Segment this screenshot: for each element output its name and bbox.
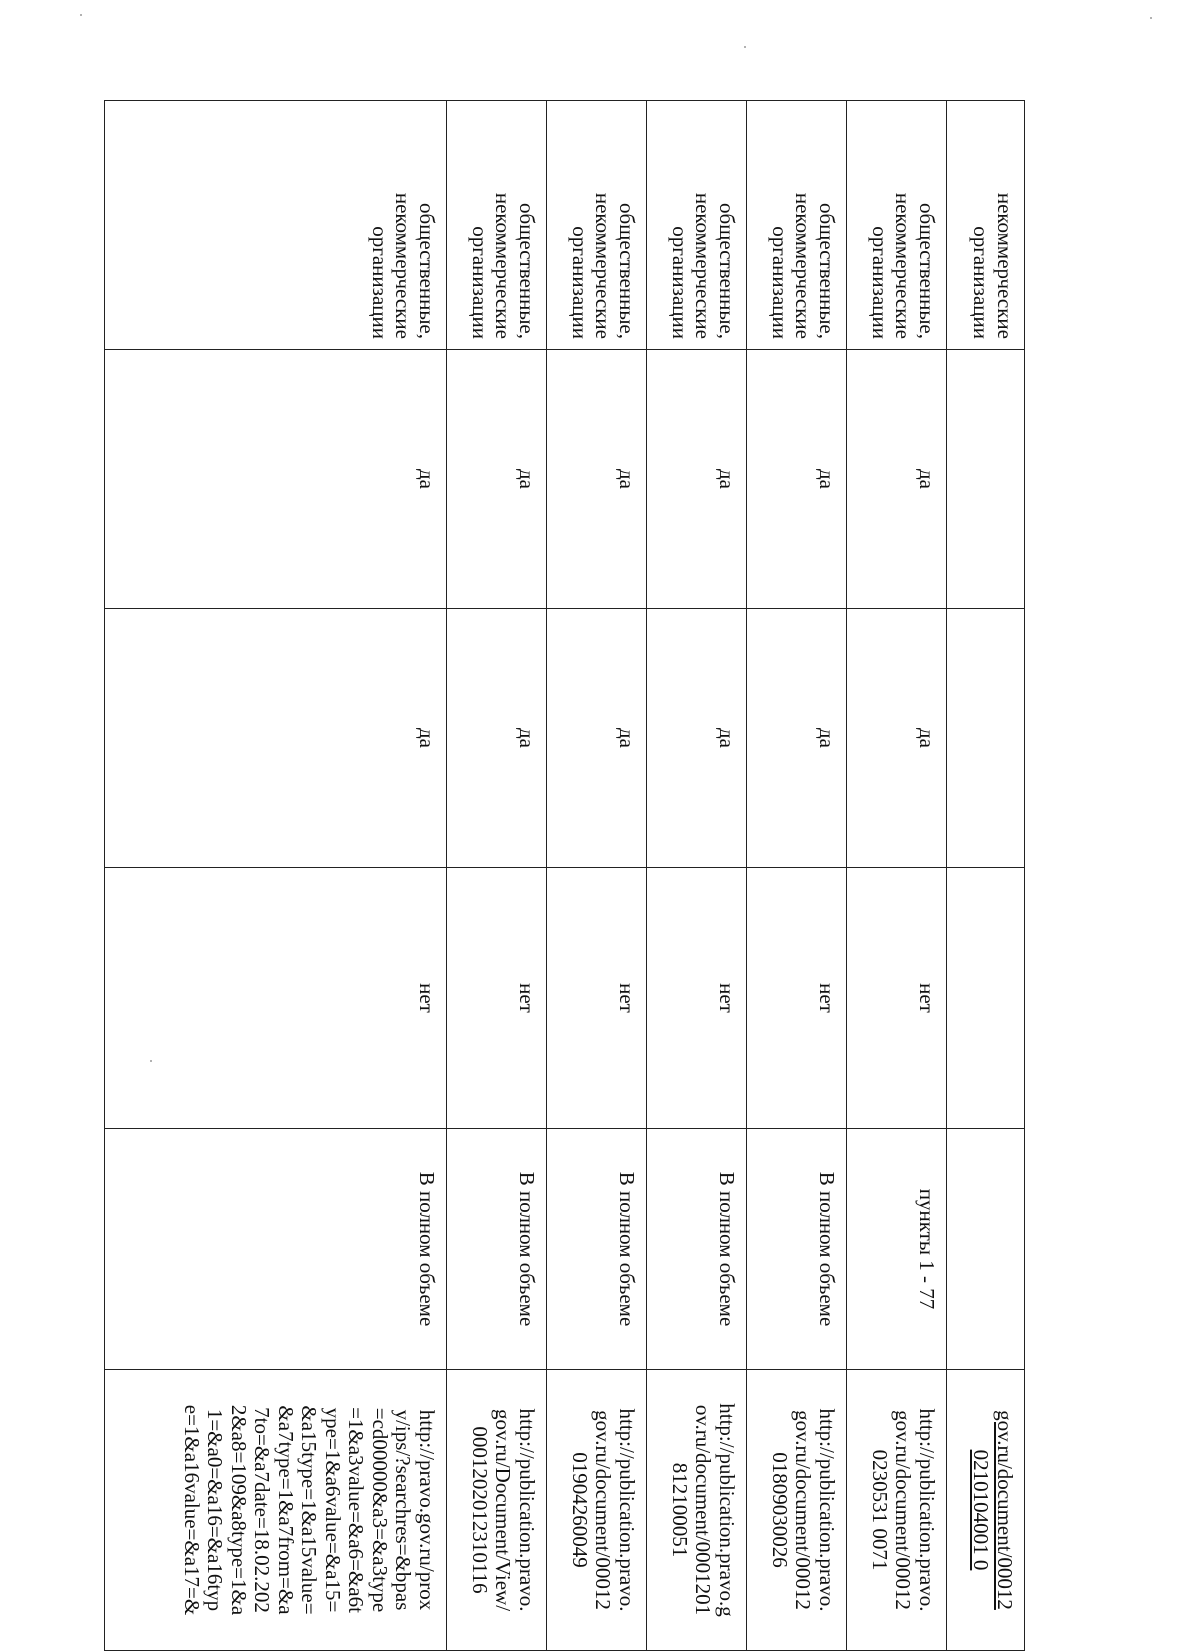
flag-b-cell: [947, 350, 1025, 609]
table-row: [947, 101, 1025, 1651]
flag-b-cell-text: да: [515, 468, 539, 489]
link-cell[interactable]: [847, 1370, 947, 1651]
presence-cell-text: нет: [515, 983, 539, 1013]
link-cell[interactable]: [647, 1370, 747, 1651]
flag-b-cell: [547, 350, 647, 609]
flag-a-cell: [947, 609, 1025, 868]
flag-b-cell-text: да: [815, 468, 839, 489]
org-type-cell-text: некоммерческие организации: [969, 192, 1017, 339]
scope-cell: [847, 1129, 947, 1370]
org-type-cell: [847, 101, 947, 350]
org-type-cell-text: общественные, некоммерческие организации: [467, 192, 539, 339]
presence-cell: [105, 868, 447, 1129]
org-type-cell-text: общественные, некоммерческие организации: [667, 192, 739, 339]
flag-b-cell: [447, 350, 547, 609]
legal-acts-table: [104, 100, 1025, 1651]
flag-a-cell-text: да: [415, 727, 439, 748]
flag-b-cell-text: да: [715, 468, 739, 489]
link-cell-text: http://publication.pravo. gov.ru/document/00012 01904260049: [567, 1408, 639, 1612]
org-type-cell-text: общественные, некоммерческие организации: [367, 192, 439, 339]
link-cell-text: http://pravo.gov.ru/prox y/ips/?searchres=&bpas =cd00000&a3=&a3type =1&a3value=&a6=&a6t ype=1&a6value=&a15= &a15type=1&a15value= &a7type=1&a7from=&a 7to=&a7date=18.02.202 2&a8=109&a8type=1&a 1=&a0=&a16=&a16typ e=1&a16value=&a17=&: [179, 1404, 439, 1616]
scope-cell: [105, 1129, 447, 1370]
org-type-cell: [105, 101, 447, 350]
org-type-cell-text: общественные, некоммерческие организации: [867, 192, 939, 339]
flag-a-cell-text: да: [915, 727, 939, 748]
scope-cell-text: В полном объеме: [415, 1171, 439, 1327]
flag-a-cell: [847, 609, 947, 868]
presence-cell-text: нет: [715, 983, 739, 1013]
org-type-cell: [547, 101, 647, 350]
rotated-document: [105, 100, 1025, 1620]
flag-a-cell: [447, 609, 547, 868]
flag-b-cell: [105, 350, 447, 609]
scope-cell: [947, 1129, 1025, 1370]
table-row: [447, 101, 547, 1651]
flag-a-cell: [747, 609, 847, 868]
link-cell[interactable]: [105, 1370, 447, 1651]
presence-cell: [447, 868, 547, 1129]
presence-cell: [647, 868, 747, 1129]
presence-cell: [947, 868, 1025, 1129]
scope-cell-text: В полном объеме: [615, 1171, 639, 1327]
org-type-cell-text: общественные, некоммерческие организации: [767, 192, 839, 339]
table-row: [647, 101, 747, 1651]
presence-cell: [547, 868, 647, 1129]
org-type-cell: [947, 101, 1025, 350]
flag-a-cell: [647, 609, 747, 868]
org-type-cell: [447, 101, 547, 350]
presence-cell-text: нет: [915, 983, 939, 1013]
flag-a-cell-text: да: [715, 727, 739, 748]
presence-cell-text: нет: [615, 983, 639, 1013]
flag-b-cell-text: да: [915, 468, 939, 489]
table-row: [847, 101, 947, 1651]
scope-cell-text: В полном объеме: [715, 1171, 739, 1327]
flag-a-cell-text: да: [615, 727, 639, 748]
presence-cell-text: нет: [815, 983, 839, 1013]
flag-b-cell: [847, 350, 947, 609]
link-cell-text: http://publication.pravo.g ov.ru/document/0001201 812100051: [667, 1403, 739, 1617]
scan-speck: [1150, 17, 1152, 19]
flag-a-cell: [105, 609, 447, 868]
table-row: [105, 101, 447, 1651]
link-cell-text: http://publication.pravo. gov.ru/Document/View/ 0001202012310116: [467, 1408, 539, 1612]
link-cell[interactable]: [747, 1370, 847, 1651]
flag-b-cell: [647, 350, 747, 609]
link-cell-text: gov.ru/document/00012 0210104001 0: [969, 1410, 1017, 1610]
presence-cell-text: нет: [415, 983, 439, 1013]
link-cell-text: http://publication.pravo. gov.ru/document/00012 0230531 0071: [867, 1408, 939, 1612]
scope-cell-text: В полном объеме: [515, 1171, 539, 1327]
flag-a-cell-text: да: [515, 727, 539, 748]
flag-b-cell-text: да: [415, 468, 439, 489]
link-cell-text: http://publication.pravo. gov.ru/document/00012 01809030026: [767, 1408, 839, 1612]
flag-b-cell-text: да: [615, 468, 639, 489]
org-type-cell: [747, 101, 847, 350]
scope-cell-text: пункты 1 - 77: [915, 1188, 939, 1310]
scan-speck: [80, 14, 82, 16]
flag-a-cell-text: да: [815, 727, 839, 748]
presence-cell: [747, 868, 847, 1129]
org-type-cell: [647, 101, 747, 350]
scope-cell: [747, 1129, 847, 1370]
link-cell[interactable]: [547, 1370, 647, 1651]
org-type-cell-text: общественные, некоммерческие организации: [567, 192, 639, 339]
table-row: [547, 101, 647, 1651]
scope-cell-text: В полном объеме: [815, 1171, 839, 1327]
scope-cell: [647, 1129, 747, 1370]
flag-b-cell: [747, 350, 847, 609]
scan-speck: [744, 46, 746, 48]
scope-cell: [447, 1129, 547, 1370]
link-cell[interactable]: [947, 1370, 1025, 1651]
link-cell[interactable]: [447, 1370, 547, 1651]
flag-a-cell: [547, 609, 647, 868]
presence-cell: [847, 868, 947, 1129]
scope-cell: [547, 1129, 647, 1370]
table-row: [747, 101, 847, 1651]
